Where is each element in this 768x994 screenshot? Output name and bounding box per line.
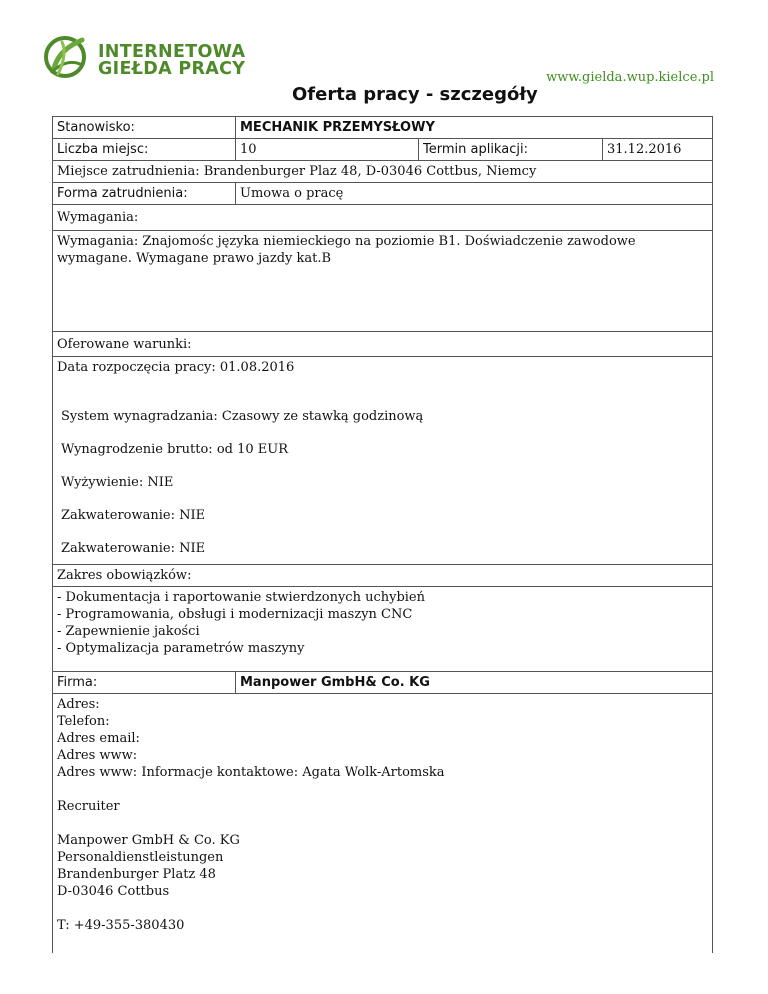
condition-salary: Wynagrodzenie brutto: od 10 EUR bbox=[61, 442, 289, 457]
contact-company-line-3: Brandenburger Platz 48 bbox=[57, 867, 216, 882]
contact-recruiter: Recruiter bbox=[57, 799, 120, 814]
duty-item: - Dokumentacja i raportowanie stwierdzonych uchybień bbox=[57, 590, 425, 605]
company-label: Firma: bbox=[53, 672, 236, 694]
duty-item: - Programowania, obsługi i modernizacji maszyn CNC bbox=[57, 607, 413, 622]
contact-tel: T: +49-355-380430 bbox=[57, 918, 185, 933]
contact-phone: Telefon: bbox=[57, 714, 110, 729]
contact-email: Adres email: bbox=[57, 731, 140, 746]
condition-start: Data rozpoczęcia pracy: 01.08.2016 bbox=[57, 360, 295, 375]
condition-housing-2: Zakwaterowanie: NIE bbox=[61, 541, 206, 556]
logo-line-2: GIEŁDA PRACY bbox=[98, 59, 246, 79]
form-value: Umowa o pracę bbox=[236, 183, 713, 205]
contact-www-info: Adres www: Informacje kontaktowe: Agata Wolk-Artomska bbox=[57, 765, 445, 780]
conditions-block bbox=[53, 357, 713, 565]
requirements-label: Wymagania: bbox=[53, 205, 713, 231]
site-url-link[interactable]: www.gielda.wup.kielce.pl bbox=[546, 70, 714, 85]
contact-address: Adres: bbox=[57, 697, 100, 712]
location-value: Miejsce zatrudnienia: Brandenburger Plaz 48, D-03046 Cottbus, Niemcy bbox=[53, 161, 713, 183]
contact-company-line-4: D-03046 Cottbus bbox=[57, 884, 170, 899]
duties-label: Zakres obowiązków: bbox=[53, 565, 713, 587]
contact-block bbox=[53, 694, 713, 954]
deadline-value: 31.12.2016 bbox=[603, 139, 713, 161]
places-value: 10 bbox=[236, 139, 419, 161]
condition-housing-1: Zakwaterowanie: NIE bbox=[61, 508, 206, 523]
logo-line-1: INTERNETOWA bbox=[98, 42, 246, 62]
duties-block bbox=[53, 587, 713, 672]
location-row bbox=[53, 161, 713, 183]
duty-item: - Zapewnienie jakości bbox=[57, 624, 200, 639]
places-row bbox=[53, 139, 713, 161]
form-label: Forma zatrudnienia: bbox=[53, 183, 236, 205]
conditions-label: Oferowane warunki: bbox=[53, 332, 713, 357]
contact-www: Adres www: bbox=[57, 748, 138, 763]
form-row bbox=[53, 183, 713, 205]
company-row bbox=[53, 672, 713, 694]
deadline-label: Termin aplikacji: bbox=[419, 139, 603, 161]
duty-item: - Optymalizacja parametrów maszyny bbox=[57, 641, 305, 656]
condition-food: Wyżywienie: NIE bbox=[61, 475, 174, 490]
condition-pay-system: System wynagradzania: Czasowy ze stawką godzinową bbox=[61, 409, 424, 424]
page-title: Oferta pracy - szczegóły bbox=[292, 84, 538, 105]
logo-text bbox=[98, 44, 245, 78]
places-label: Liczba miejsc: bbox=[53, 139, 236, 161]
position-row bbox=[53, 117, 713, 139]
offer-table bbox=[52, 116, 713, 953]
contact-company-line-1: Manpower GmbH & Co. KG bbox=[57, 833, 240, 848]
position-label: Stanowisko: bbox=[53, 117, 236, 139]
requirements-text: Wymagania: Znajomośc języka niemieckiego na poziomie B1. Doświadczenie zawodowe wymagane. Wymagane prawo jazdy kat.B bbox=[53, 231, 713, 332]
company-value: Manpower GmbH& Co. KG bbox=[236, 672, 713, 694]
contact-company-line-2: Personaldienstleistungen bbox=[57, 850, 224, 865]
position-value: MECHANIK PRZEMYSŁOWY bbox=[236, 117, 713, 139]
